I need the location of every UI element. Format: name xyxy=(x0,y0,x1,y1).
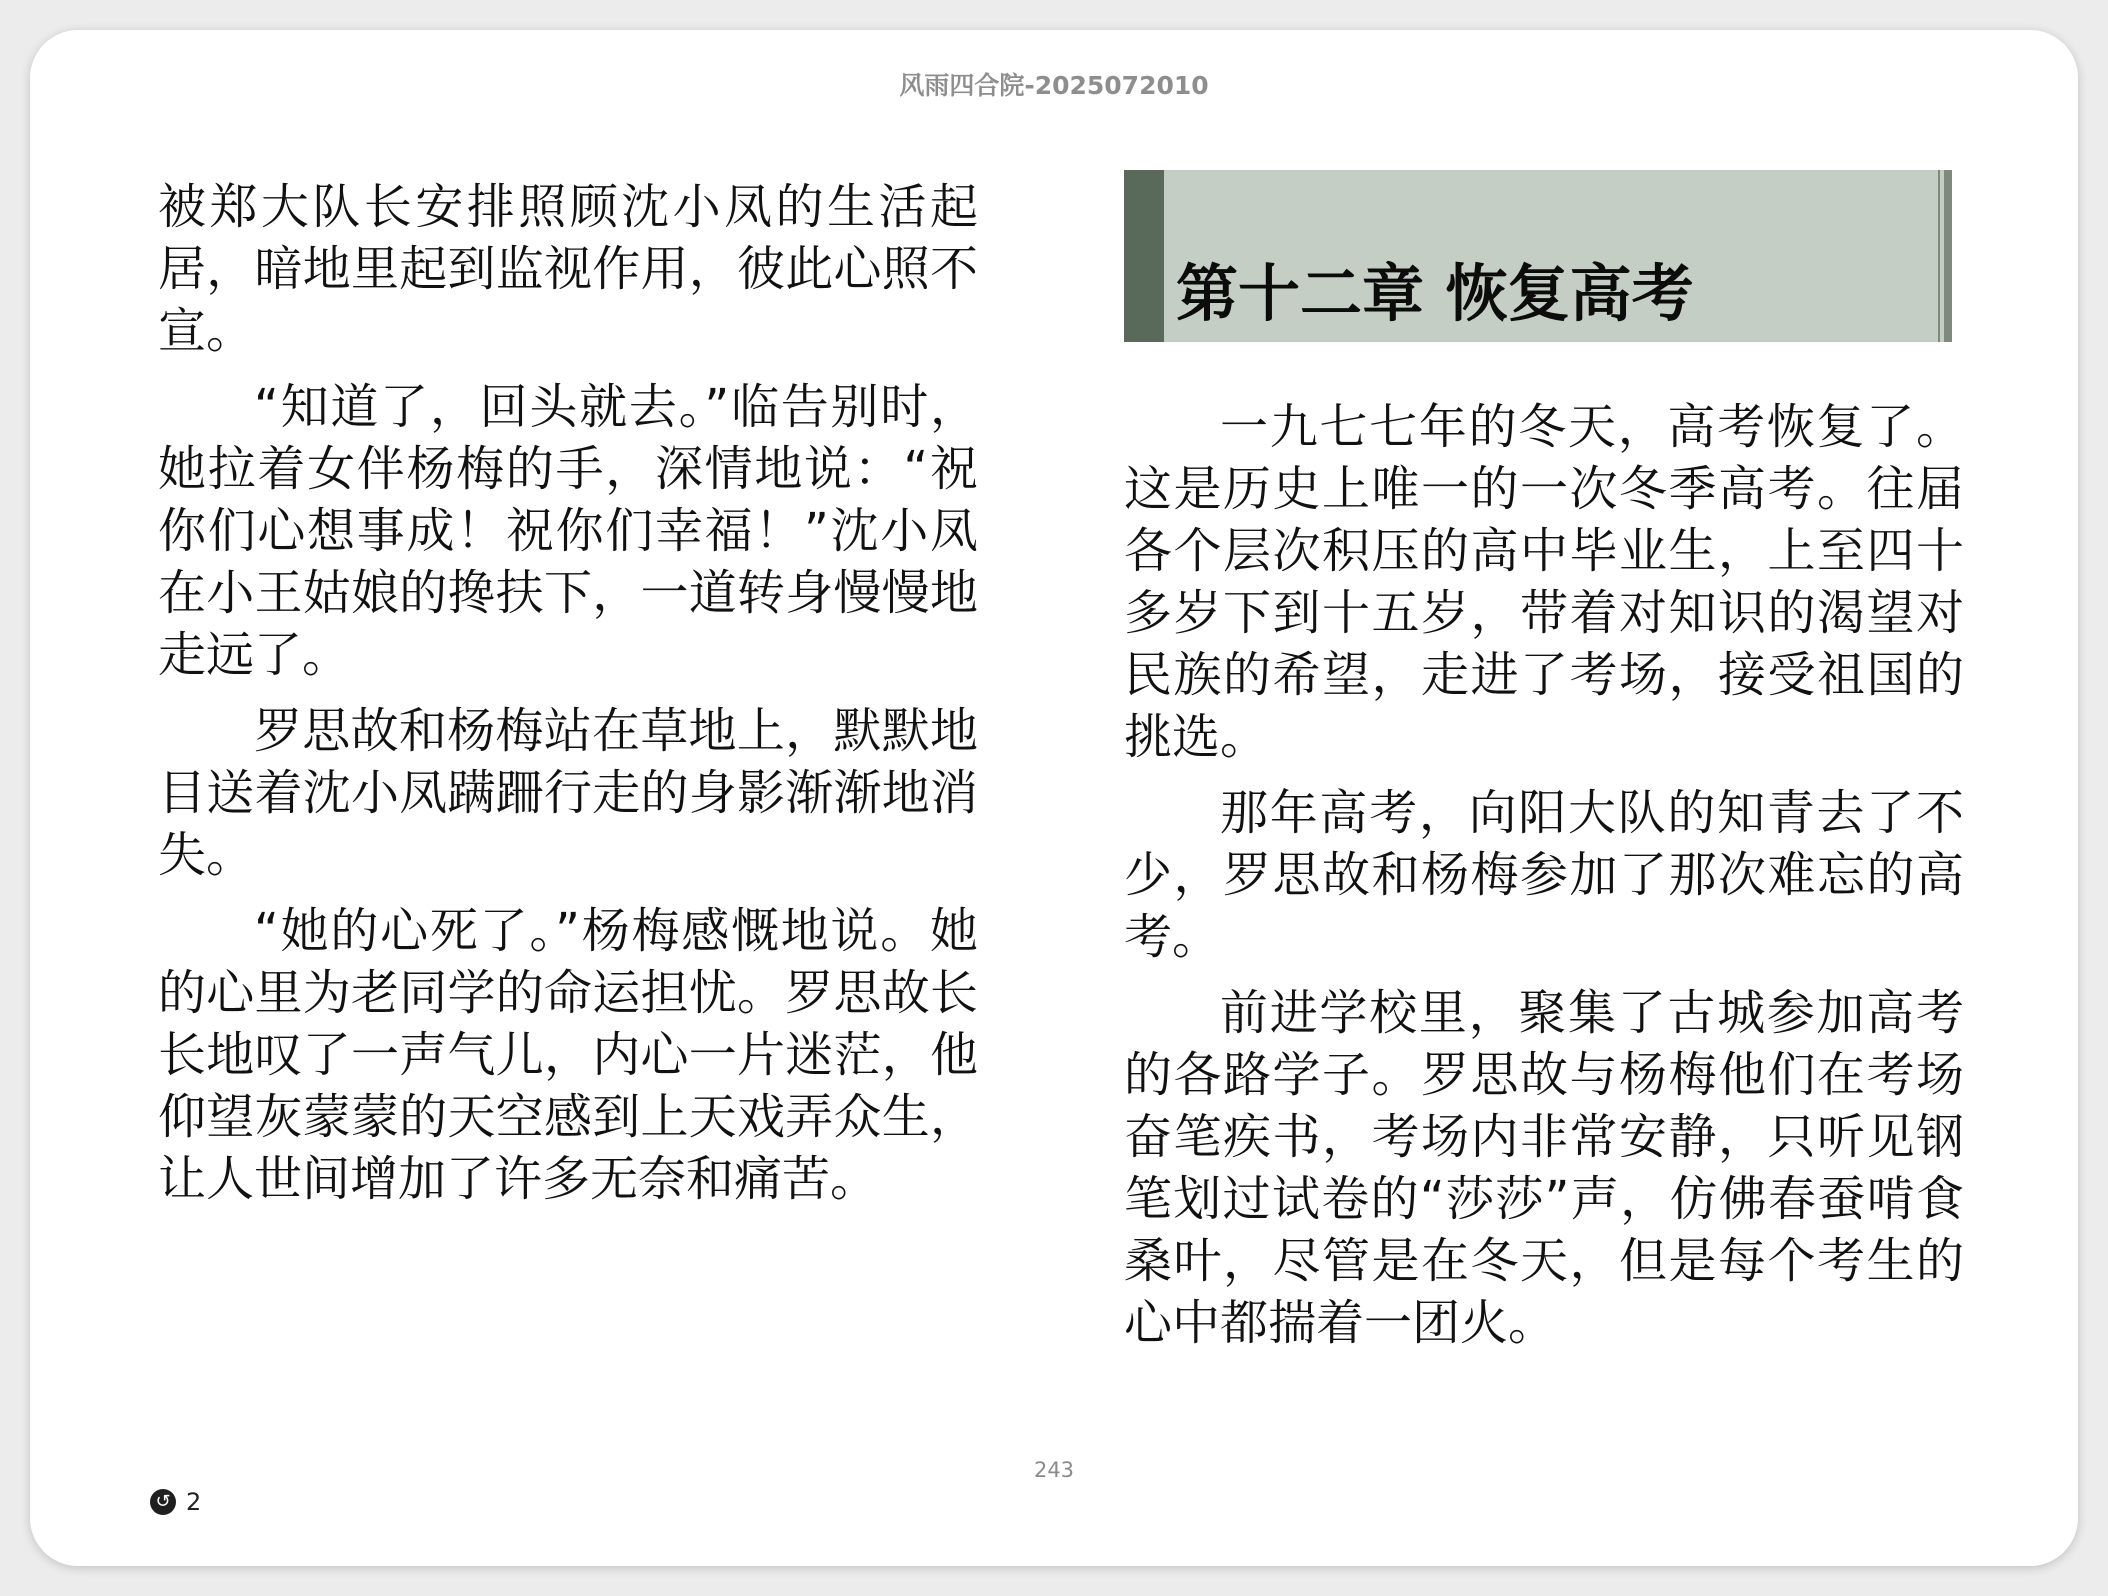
right-page xyxy=(1124,170,1964,1368)
left-page xyxy=(158,176,978,1224)
banner-right-thin-bar xyxy=(1938,170,1940,342)
left-paragraph-1: 被郑大队长安排照顾沈小凤的生活起居，暗地里起到监视作用，彼此心照不宣。 xyxy=(158,179,978,359)
reader-window xyxy=(30,30,2078,1566)
left-paragraph-2: “知道了，回头就去。”临告别时，她拉着女伴杨梅的手，深情地说：“祝你们心想事成！祝你们幸福！”沈小凤在小王姑娘的搀扶下，一道转身慢慢地走远了。 xyxy=(158,379,978,683)
history-count: 2 xyxy=(186,1488,202,1516)
back-history-icon[interactable]: ↺ xyxy=(150,1489,176,1515)
page-number: 243 xyxy=(1033,1458,1075,1482)
right-paragraph-2: 那年高考，向阳大队的知青去了不少，罗思故和杨梅参加了那次难忘的高考。 xyxy=(1124,785,1964,965)
right-paragraph-1: 一九七七年的冬天，高考恢复了。这是历史上唯一的一次冬季高考。往届各个层次积压的高中毕业生，上至四十多岁下到十五岁，带着对知识的渴望对民族的希望，走进了考场，接受祖国的挑选。 xyxy=(1124,399,1964,765)
left-paragraph-4: “她的心死了。”杨梅感慨地说。她的心里为老同学的命运担忧。罗思故长长地叹了一声气儿，内心一片迷茫，他仰望灰蒙蒙的天空感到上天戏弄众生，让人世间增加了许多无奈和痛苦。 xyxy=(158,903,978,1207)
history-back-button[interactable] xyxy=(150,1488,201,1516)
right-paragraph-3: 前进学校里，聚集了古城参加高考的各路学子。罗思故与杨梅他们在考场奋笔疾书，考场内非常安静，只听见钢笔划过试卷的“莎莎”声，仿佛春蚕啃食桑叶，尽管是在冬天，但是每个考生的心中都揣着一团火。 xyxy=(1124,985,1964,1351)
chapter-title: 第十二章 恢复高考 xyxy=(1176,257,1694,330)
banner-right-bar xyxy=(1944,170,1952,342)
book-title: 风雨四合院-2025072010 xyxy=(899,71,1209,100)
chapter-banner xyxy=(1124,170,1952,342)
left-paragraph-3: 罗思故和杨梅站在草地上，默默地目送着沈小凤蹒跚行走的身影渐渐地消失。 xyxy=(158,703,978,883)
banner-left-bar xyxy=(1124,170,1164,342)
